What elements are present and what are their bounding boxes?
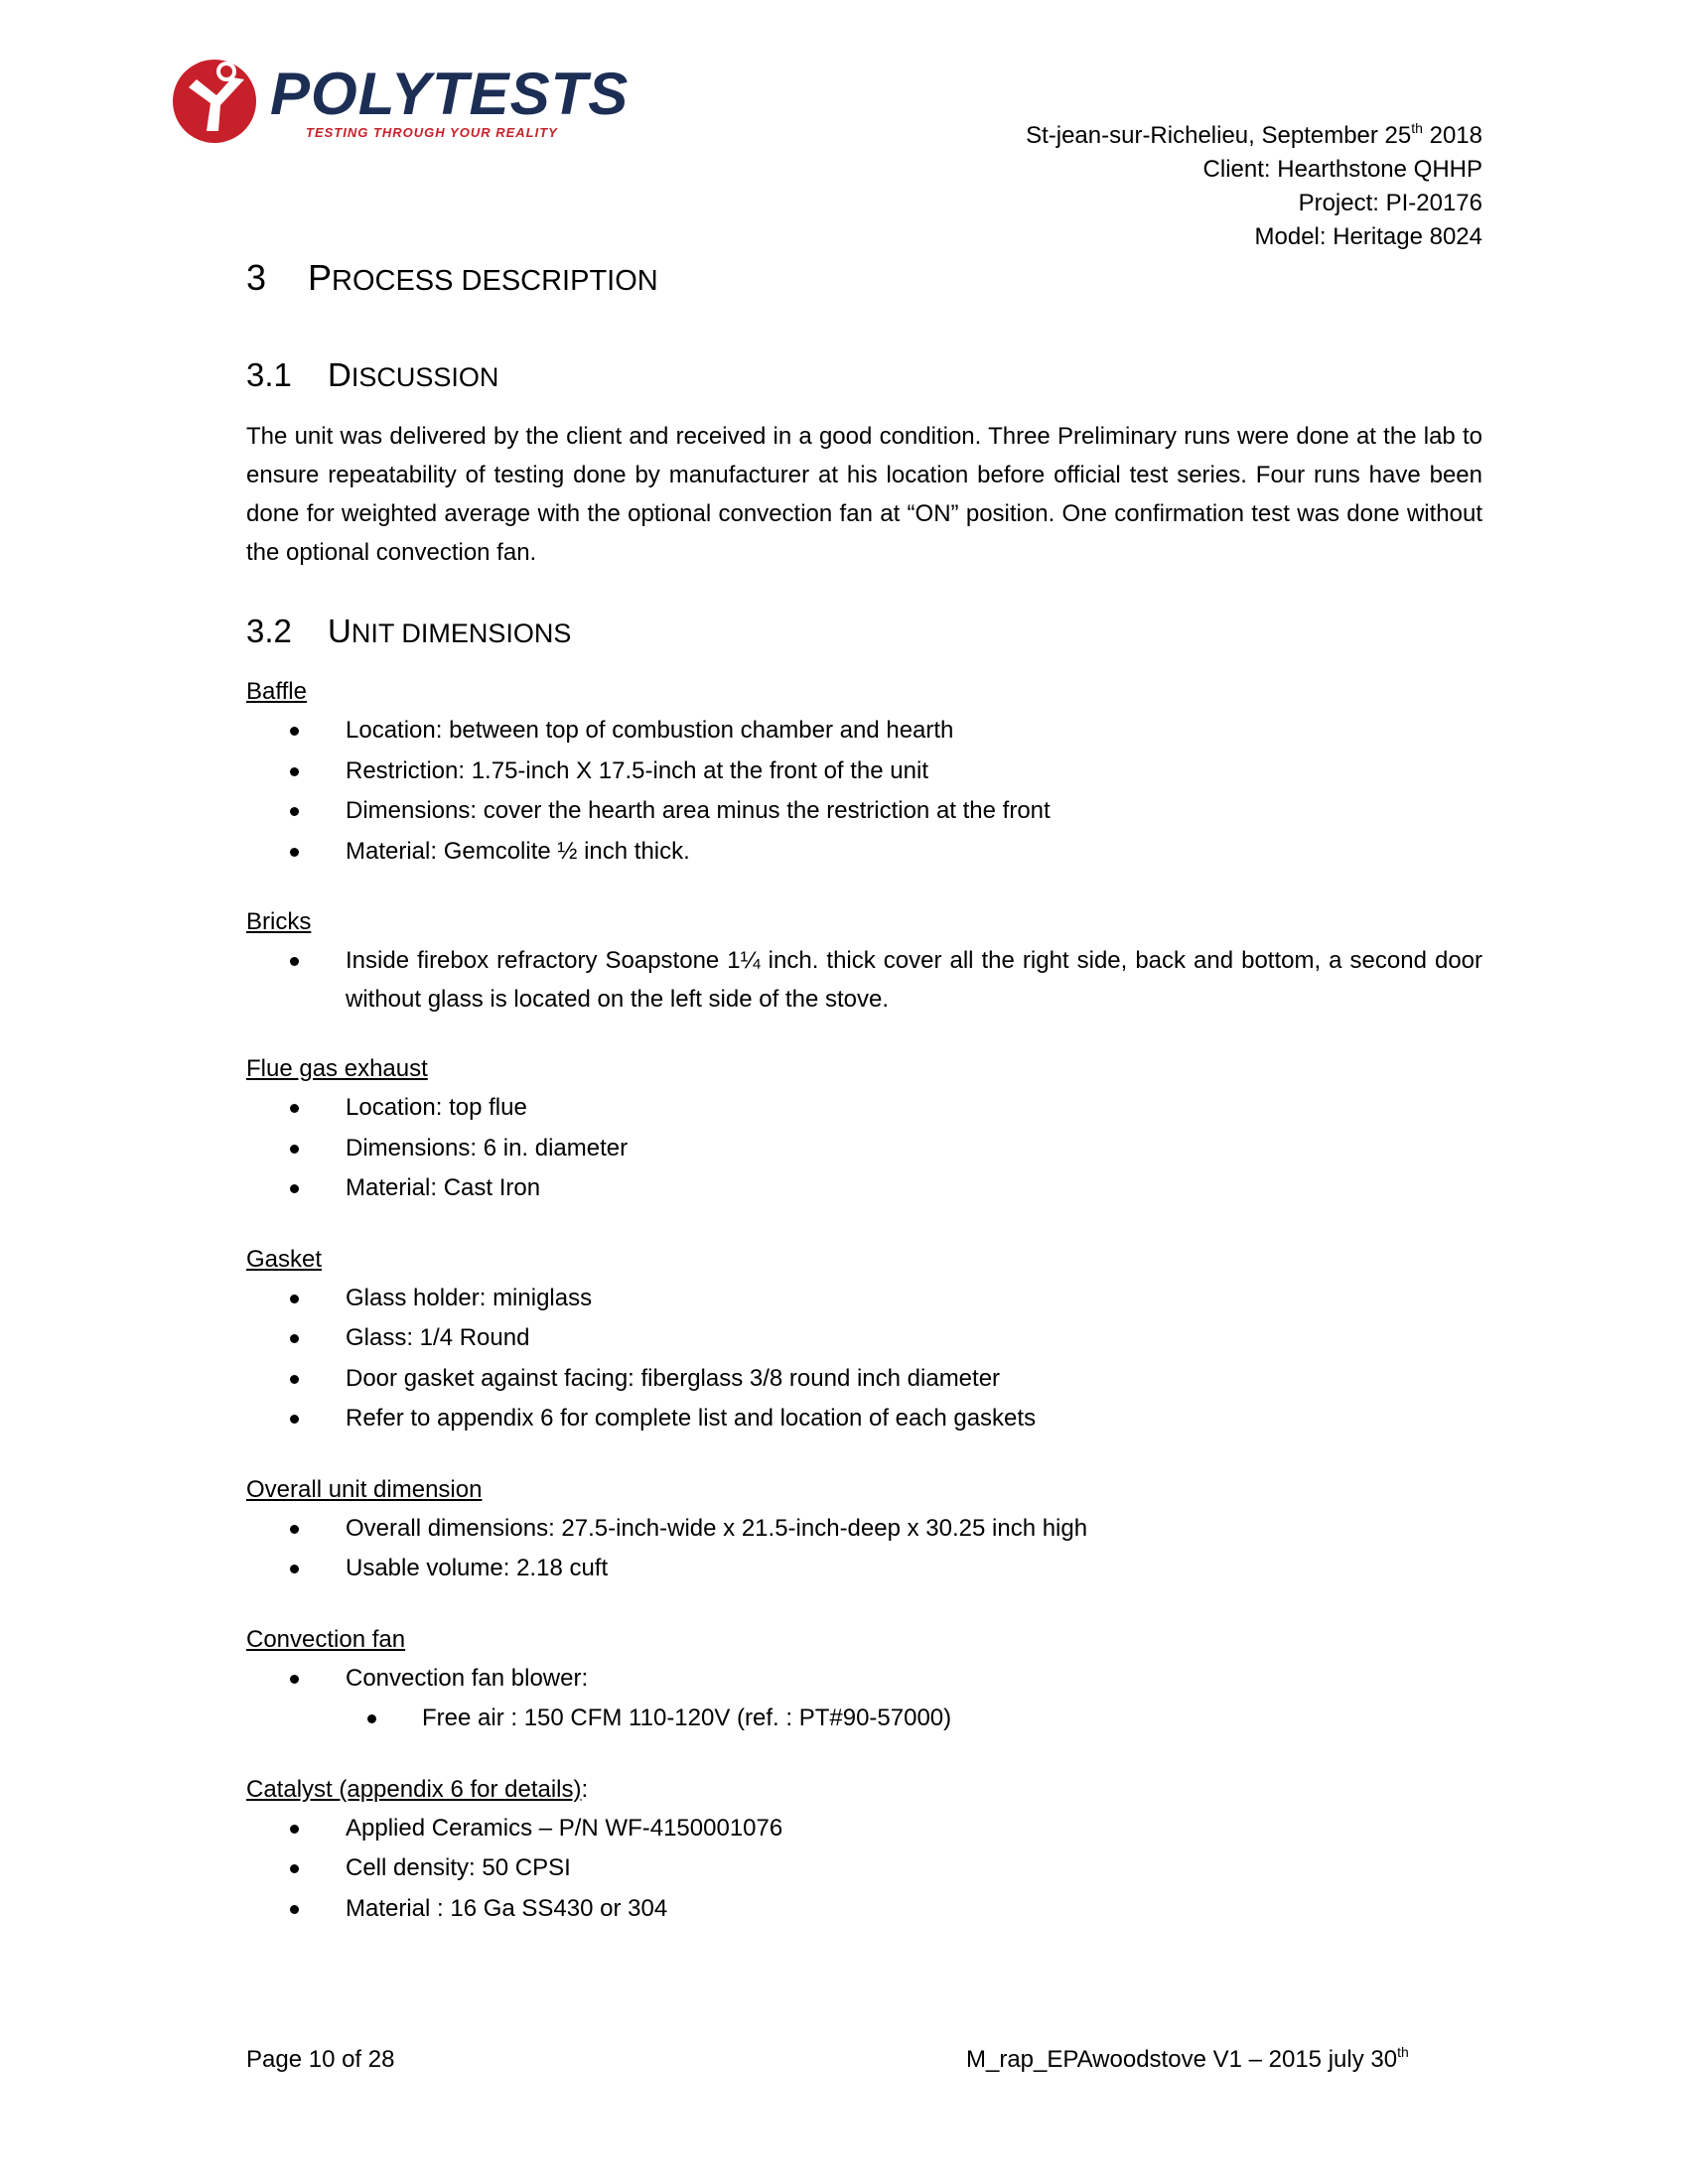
bullet-icon [290,1864,299,1873]
page-content [246,248,1482,1961]
spec-list-item: Convection fan blower: [246,1659,1482,1700]
spec-group-heading: Convection fan [246,1625,406,1653]
page-number: Page 10 of 28 [246,2046,395,2073]
spec-list-item: Dimensions: 6 in. diameter [246,1129,1482,1169]
spec-list-item: Overall dimensions: 27.5-inch-wide x 21.5-inch-deep x 30.25 inch high [246,1509,1482,1550]
spec-list-item: Usable volume: 2.18 cuft [246,1549,1482,1589]
spec-group [246,1471,1482,1589]
spec-group-heading: Gasket [246,1245,323,1273]
bullet-icon [367,1714,376,1723]
spec-list [246,1509,1482,1589]
spec-group [246,673,1482,872]
spec-group [246,1621,1482,1739]
spec-list [246,1088,1482,1209]
spec-list [246,711,1482,872]
spec-list-item: Material: Gemcolite ½ inch thick. [246,832,1482,873]
spec-group-heading: Catalyst (appendix 6 for details): [246,1775,589,1803]
bullet-icon [290,767,299,776]
bullet-icon [290,1825,299,1834]
bullet-icon [290,1525,299,1534]
header-project: Project: PI-20176 [1298,190,1482,216]
bullet-icon [290,1375,299,1384]
bullet-icon [290,1145,299,1154]
spec-list-item: Door gasket against facing: fiberglass 3/8 round inch diameter [246,1359,1482,1400]
bullet-icon [290,1675,299,1684]
spec-list-item: Cell density: 50 CPSI [246,1848,1482,1889]
header-client: Client: Hearthstone QHHP [1202,156,1482,183]
dimension-groups [246,673,1482,1929]
spec-sublist [246,1699,1482,1739]
spec-list-item: Glass: 1/4 Round [246,1318,1482,1359]
document-reference: M_rap_EPAwoodstove V1 – 2015 july 30th [966,2044,1409,2073]
spec-list-item: Glass holder: miniglass [246,1279,1482,1319]
spec-group [246,1771,1482,1930]
section-heading: 3 PROCESS DESCRIPTION [246,257,658,298]
bullet-icon [290,1295,299,1303]
header-date: St-jean-sur-Richelieu, September 25th 2018 [1026,120,1482,149]
bullet-icon [290,807,299,816]
spec-group-heading: Bricks [246,908,312,935]
header-info [1026,119,1482,254]
spec-group-heading: Flue gas exhaust [246,1055,428,1082]
polytests-logo-icon [171,58,258,145]
spec-group-heading: Baffle [246,678,307,705]
spec-group [246,903,1482,1019]
bullet-icon [290,848,299,857]
bullet-icon [290,1104,299,1113]
spec-list-item: Dimensions: cover the hearth area minus the restriction at the front [246,791,1482,832]
spec-list-item: Applied Ceramics – P/N WF-4150001076 [246,1809,1482,1849]
header-model: Model: Heritage 8024 [1254,223,1482,250]
spec-list-item: Inside firebox refractory Soapstone 1¼ inch. thick cover all the right side, back and bottom, a second door without glass is located on the left side of the stove. [246,941,1482,1019]
spec-list [246,1809,1482,1930]
unit-dimensions-heading: 3.2 UNIT DIMENSIONS [246,613,572,649]
bullet-icon [290,1565,299,1573]
bullet-icon [290,727,299,736]
logo-wordmark: POLYTESTS [270,61,630,127]
spec-list-item: Refer to appendix 6 for complete list and location of each gaskets [246,1399,1482,1439]
bullet-icon [290,1905,299,1914]
bullet-icon [290,957,299,966]
discussion-heading: 3.1 DISCUSSION [246,356,499,393]
spec-list-item: Material : 16 Ga SS430 or 304 [246,1889,1482,1930]
spec-list [246,1279,1482,1439]
discussion-paragraph: The unit was delivered by the client and received in a good condition. Three Preliminary runs were done at the lab to ensure repeatability of testing done by manufacturer at his location before official test series. Four runs have been done for weighted average with the optional convection fan at “ON” position. One confirmation test was done without the optional convection fan. [246,423,1482,566]
spec-list-item: Location: top flue [246,1088,1482,1129]
spec-group [246,1050,1482,1209]
company-logo [171,58,628,147]
spec-list [246,941,1482,1019]
spec-group-heading: Overall unit dimension [246,1475,483,1503]
bullet-icon [290,1415,299,1424]
spec-list [246,1659,1482,1700]
bullet-icon [290,1334,299,1343]
logo-tagline: TESTING THROUGH YOUR REALITY [306,125,558,140]
spec-sublist-item: Free air : 150 CFM 110-120V (ref. : PT#90-57000) [246,1699,1482,1739]
bullet-icon [290,1184,299,1193]
spec-list-item: Location: between top of combustion chamber and hearth [246,711,1482,751]
spec-list-item: Material: Cast Iron [246,1168,1482,1209]
spec-group [246,1241,1482,1439]
spec-list-item: Restriction: 1.75-inch X 17.5-inch at the front of the unit [246,751,1482,792]
